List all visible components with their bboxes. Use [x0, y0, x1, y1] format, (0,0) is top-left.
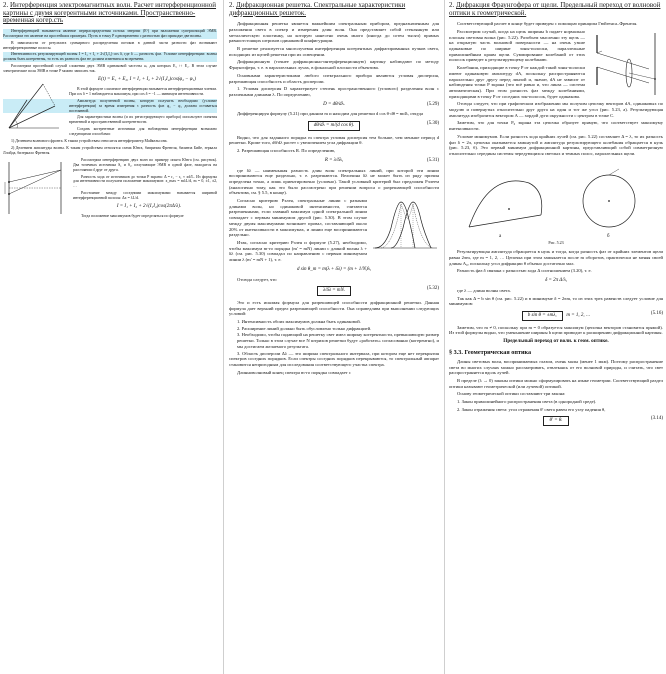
- paragraph: Разность хода от источников до точки P экрана: Δ = r₂ − r₁ ≈ xd/L. Из формулы для интенсивности получаем положение максимумов: x_max = mλL/d, m = 0, ±1, ±2, …: [73, 174, 217, 189]
- formula: I = I₁ + I₂ + 2√(I₁I₂)cos(2πΔ/λ).: [116, 204, 182, 210]
- formula-dispersion-grating: dθ/dλ = m/(d cos θ). (5.30): [229, 121, 439, 131]
- column-divider: [444, 0, 445, 674]
- column-middle: [229, 0, 439, 674]
- column-middle-heading: [229, 2, 439, 17]
- heading-text: Дифракционная решетка. Спектральные характеристики дифракционных решеток.: [229, 1, 406, 17]
- formula: E(t) = E₁ + E₂, I = I₁ + I₂ + 2√(I₁I₂)cos(φ₂ − φ₁): [98, 77, 196, 83]
- slit-diagram-svg: [589, 29, 663, 99]
- paragraph: Согласно критерию Рэлея, спектральные линии с разными длинами волн, но одинаковой интенсивности, считаются разрешенными, если главный максимум одной спектральной линии совпадает с первым минимумом другой (рис. 5.30). В этом случае между двумя максимумами возникает провал, составляющий около 20% от интенсивности в максимумах, и линии еще воспринимаются раздельно.: [229, 198, 367, 238]
- paragraph: Это и есть искомая формула для разрешающей способности дифракционной решетки. Данная формула дает верхний предел разрешающей способности. Она справедлива при выполнении следующих условий:: [229, 299, 439, 317]
- formula-reflection-law: θ' = θ. (3.14): [449, 416, 663, 426]
- formula-minimum-condition: b sin θ = ±mλ, m = 1, 2, … (5.16): [449, 311, 663, 321]
- vector-diagram: [3, 76, 65, 134]
- formula-resolving-power-grating: λ/δλ = mN. (5.32): [229, 286, 439, 296]
- figure-label-b: б: [607, 233, 610, 239]
- paragraph: Разность фаз δ связана с разностью хода Δ соотношением (3.20), т. е.: [457, 268, 592, 274]
- paragraph: Отсюда следует, что: [237, 276, 277, 282]
- paragraph: Основными характеристиками любого спектрального прибора являются угловая дисперсия, разрешающая способность и область дисперсии.: [229, 72, 439, 84]
- paragraph: 1. Угловая дисперсия D характеризует степень пространственного (углового) разделения волн с различными длинами λ. По определению,: [229, 86, 439, 97]
- paragraph: Отсюда следует, что при графическом изображении мы получим цепочку векторов dA, одинаковых по модулю и повернутых относительно друг друга на один и тот же угол (рис. 5.23, а). Результирующая амплитуда изобразится вектором A — хордой дуги окружности с центром в точке C.: [449, 101, 663, 118]
- paragraph: Расстояние между соседними максимумами называется шириной интерференционной полосы: Δx = λL/d.: [73, 191, 217, 201]
- column-right-heading: [449, 2, 663, 17]
- transition-title: Предельный переход от волн. к геом. оптике.: [503, 338, 609, 345]
- column-left: [3, 0, 217, 674]
- paragraph: Рассмотрим простейший случай сложения двух ЭМВ одинаковой частоты ω, для которых E₁ ↑↑ E₂. В этом случае электрические поля ЭМВ в точке P можно записать так.: [3, 64, 217, 74]
- list-item: 2. Расширение линий должно быть обусловлено только дифракцией.: [237, 325, 372, 331]
- slit-diffraction-diagram: [589, 29, 663, 99]
- paragraph: Дифференцируя формулу (5.21) при данном m и находим для решетки d cos θ·dθ = mdλ, откуда: [237, 111, 423, 117]
- vector-chain-figure: [449, 161, 663, 246]
- heading-number: 2.: [449, 1, 455, 9]
- paragraph: Длинноволновый конец спектра m-го порядка совпадает с: [237, 369, 351, 375]
- paragraph: 2. Разрешающая способность R. По определению,: [237, 148, 336, 154]
- formula-resolving-power: R = λ/δλ, (5.31): [324, 157, 439, 163]
- paragraph: Так как Δ = b sin θ (см. рис. 5.22) и в минимуме δ = 2πm, то из этих трех равенств следует условие для минимумов:: [449, 295, 663, 307]
- paragraph: Условие минимумов. Если разность хода крайних лучей (см. рис. 5.22) составляет Δ = λ, то их разность фаз δ = 2π, цепочка оказывается замкнутой и амплитуда результирующего колебания обращается в нуль (рис. 5.23, б). Это первый минимум дифракционной картины, представляющий собой симметричную относительно середины системы чередующихся светлых и темных полос, параллельных щели.: [449, 133, 663, 156]
- paragraph: 2) Делением амплитуды волны. К таким устройствам относятся схема Юнга, бипризма Френеля, билинза Бийе, зеркала Ллойда, бизеркало Френеля.: [3, 146, 217, 155]
- paragraph: Создать когерентные источники для наблюдения интерференции возможно следующими способами:: [69, 127, 217, 137]
- paragraph: Интенсивность результирующей волны I = I₁ + I₂ + 2√(I₁I₂)·cos δ, где δ — разность фаз. Условие интерференции: волны должны быть когерентны, то есть их разность фаз не должна изменяться во времени.: [3, 52, 217, 62]
- section-title: § 3.3. Геометрическая оптика: [449, 348, 532, 356]
- paragraph: Колебания, приходящие в точку P от каждой такой зоны-полоски имеют одинаковую амплитуду dA, поскольку распространяются параллельно друг другу перед линзой и, значит, dA не зависит от наблюдения точки P экрана (что всё равно и, что линза — система автоматическая). При этом разность фаз между колебаниями, приходящими в точку P от соседних зон-полосок, будет одинакова.: [449, 65, 585, 99]
- paragraph: Рассмотрим случай, когда на щель ширины b падает нормально плоская световая волна (рис. 5.22). Разобьем мысленно эту щель — на открытую часть волновой поверхности — на очень узкие одинаковые по ширине зоны-полоски, параллельные прямолинейным краям щели. Суммирование колебаний от этих полосок приведет к результирующему колебанию.: [449, 28, 585, 63]
- heading-number: 2.: [3, 1, 9, 9]
- paragraph: Дифракционную (точнее дифракционно-интерференционную) картину наблюдают по методу Фраунгофера, т. е. в параллельных лучах, в фокальной плоскости объектива.: [229, 59, 439, 71]
- figure-label-a: а: [499, 233, 502, 239]
- paragraph: 1. Закон прямолинейного распространения света (в однородной среде).: [457, 399, 597, 405]
- paragraph: Тогда положение максимумов будет определяться по формуле: [81, 213, 184, 218]
- rayleigh-plot-svg: [371, 198, 439, 254]
- heading-text: Интерференция электромагнитных волн. Расчет интерференционной картины с двумя когерентными источниками. Пространственно-временная когер.сть: [3, 1, 217, 25]
- paragraph: В этой формуле слагаемое интерференции называется интерференционным членом. При cos δ = 1 наблюдается максимум, при cos δ = −1 — минимум интенсивности.: [69, 86, 217, 96]
- paragraph: В пределе (λ → 0) законы оптики можно сформулировать на языке геометрии. Соответствующий раздел оптики называют геометрической (или лучевой) оптикой.: [449, 377, 663, 389]
- paragraph: Основу геометрической оптики составляют три закона:: [457, 391, 566, 397]
- list-item: 1. Интенсивность обоих максимумов должна быть одинаковой.: [237, 319, 361, 325]
- figure-caption: Рис. 5.23: [548, 239, 564, 245]
- column-right: [449, 0, 663, 674]
- heading-number: 2.: [229, 1, 235, 9]
- paragraph: Результирующая амплитуда обращается в нуль и тогда, когда разность фаз от крайних элементов щели равна 2πm, где m = 1, 2, … Цепочка при этом замыкается после m оборотов, практически не меняя своей длины A₀, поскольку угол дифракции θ обычно достаточно мал.: [449, 249, 663, 266]
- paragraph: В решетке реализуется многолучевая интерференция когерентных дифрагированных пучков света, исходящих из щелей решетки при их освещении.: [229, 46, 439, 57]
- paragraph: Заметим, что для точки P₀ экрана эта цепочка образует прямую, что соответствует максимуму интенсивности.: [449, 120, 663, 132]
- conditions-list: [229, 319, 439, 350]
- heading-text: Дифракция Фраунгофера от щели. Предельный переход от волновой оптики к геометрической.: [449, 1, 661, 17]
- paragraph: Длины световых волн, воспринимаемых глазом, очень малы (менее 1 мкм). Поэтому распространение света во многих случаях можно рассматривать, отвлекаясь от его волновой природы, и считать, что свет распространяется вдоль лучей.: [449, 358, 663, 376]
- paragraph: Итак, согласно критерию Рэлея и формуле (5.27), необходимо, чтобы максимум m-го порядка (m' = mN) линии с длиной волны λ + δλ (см. рис. 5.30) совпадал по направлению с первым минимумом линии λ (m' = mN + 1), т. е.: [229, 239, 367, 263]
- paragraph: 3. Область дисперсии Δλ — это ширина спектрального интервала, при котором еще нет перекрытия спектров соседних порядков. Если спектры соседних порядков перекрываются, то спектральный аппарат становится непригодным для исследования соответствующего участка спектра.: [229, 350, 439, 367]
- paragraph: где δλ — наименьшая разность длин волн спектральных линий, при которой эти линии воспринимаются еще раздельно, т. е. разрешаются. Величина δλ не может быть из ряду причин определена точно, а лишь ориентировочно (условно). Такой условный критерий был предложен Рэлеем (аналогично тому, как это было рассмотрено при решении вопроса о разрешающей способности объектива, см. § 5.5, в конце).: [229, 167, 439, 196]
- paragraph: где λ — длина волны света.: [457, 287, 511, 293]
- formula-phase-difference: δ = 2π Δ/λ,: [544, 278, 568, 284]
- paragraph: Интерференцией называется явление перераспределения потока энергии (E²) при наложении суперпозиций ЭМВ. Рассмотрим это явление на простейших примерах. Пусть в точку P одновременно с разностью фаз приходят две волны.: [3, 28, 217, 38]
- paragraph: Для характеристики волны (и их регистрирующего прибора) используют понятия временной и пространственной когерентности.: [69, 115, 217, 125]
- column-left-heading: [3, 2, 217, 25]
- paragraph: 2. Закон отражения света: угол отражения θ' света равен его углу падения θ,: [457, 406, 606, 412]
- column-divider: [223, 0, 224, 674]
- paragraph: Видно, что для заданного порядка m спектра угловая дисперсия тем больше, чем меньше период d решетки. Кроме того, dθ/dλ растет с увеличением угла дифракции θ.: [229, 134, 439, 146]
- list-item: 3. Необходимо, чтобы падающий на решетку свет имел ширину когерентности, превышающую размер решетки. Только в этом случае все N штрихов решетки будут «работать» согласованно (когерентно), и мы достигаем желаемого результата.: [237, 332, 439, 349]
- paragraph: Рассмотрим интерференцию двух волн по примеру опыта Юнга (см. рисунок). Два точечных источника S₁ и S₂, излучающие ЭМВ в одной фазе, находятся на расстоянии d друг от друга.: [73, 157, 217, 172]
- paragraph: Заметим, что m ≠ 0, поскольку при m = 0 образуется максимум (цепочка векторов становится прямой). Из этой формулы видно, что уменьшение ширины b щели приводит к расширению дифракционной картины.: [449, 324, 663, 336]
- vector-diagram-svg: [3, 76, 65, 134]
- paragraph: Дифракционная решетка является важнейшим спектральным прибором, предназначенным для разложения света в спектр и измерения длин волн. Она представляет собой стеклянную или металлическую пластинку, на которую нанесено очень много (иногда до сотен тысяч) прямых равноотстоящих штрихов одинаковой конфигурации.: [229, 21, 439, 44]
- formula-rayleigh-condition: d sin θ_m = m(λ + δλ) = (m + 1/N)λ,: [296, 266, 372, 272]
- paragraph: В зависимости от результата суммарного распределения потоков в данной части разности фаз возникают интерференционные полосы.: [3, 40, 217, 50]
- vector-chain-svg: [449, 161, 659, 239]
- paragraph: 1) Делением волнового фронта. К таким устройствам относятся интерферометр Майкельсона.: [11, 139, 168, 144]
- paragraph: Соответствующий расчет в конце будет приведен с помощью принципа Гюйгенса–Френеля.: [457, 21, 638, 27]
- formula-angular-dispersion: D = dθ/dλ. (5.29): [323, 101, 439, 107]
- rayleigh-criterion-plot: [371, 198, 439, 254]
- paragraph: Амплитуда полученной волны, которую получить необходимо (условие интерференции) за время измерения τ разность фаз φ₂ − φ₁ должна оставаться постоянной.: [3, 99, 217, 114]
